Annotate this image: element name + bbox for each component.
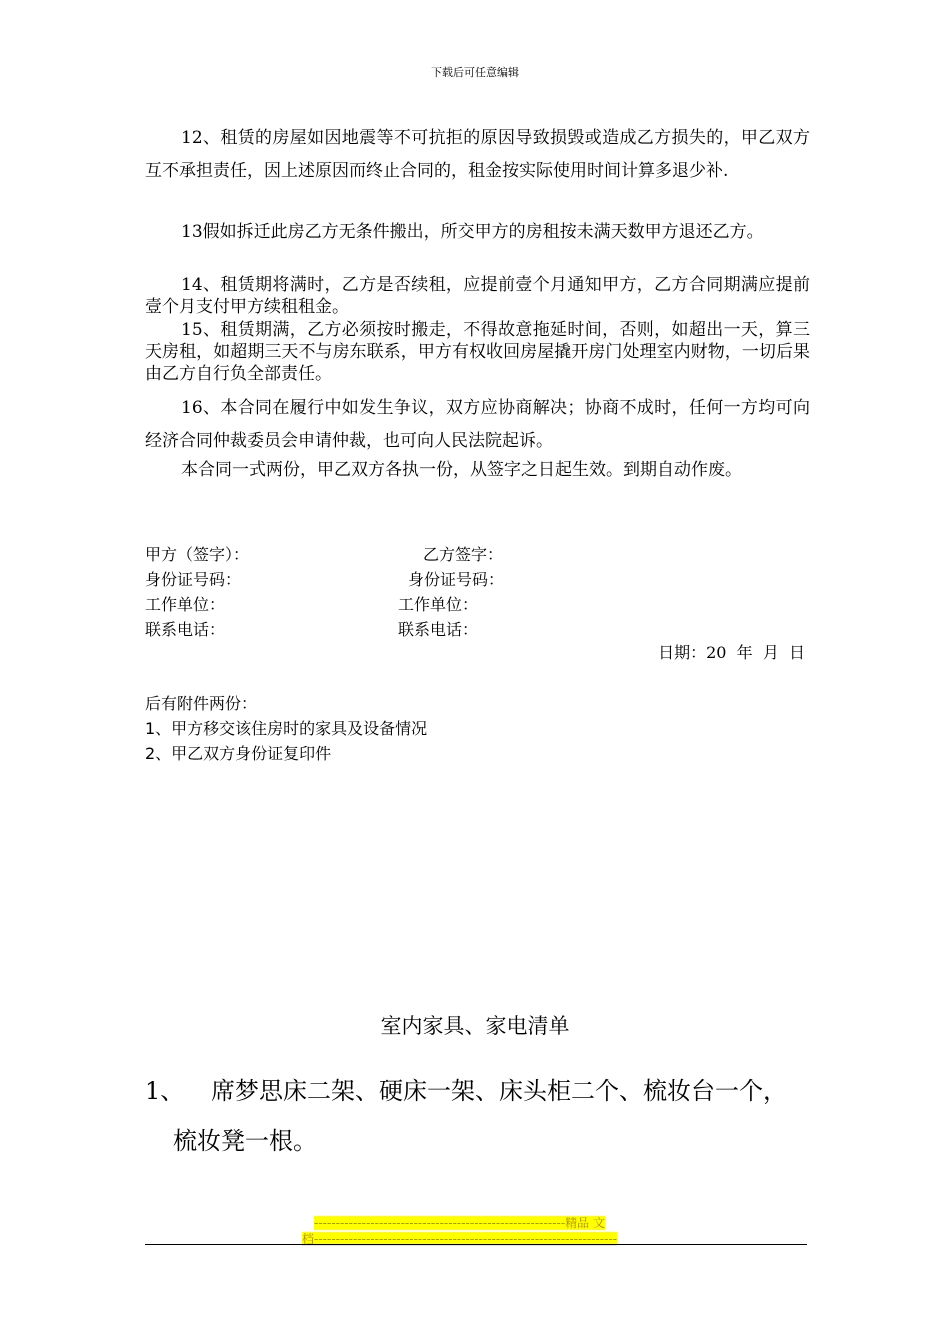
party-a-work-label: 工作单位： — [145, 595, 226, 614]
party-a-phone-label: 联系电话： — [145, 620, 226, 639]
page-header: 下载后可任意编辑 — [431, 66, 519, 79]
party-b-work-label: 工作单位： — [398, 595, 479, 614]
list-item-text: 席梦思床二架、硬床一架、床头柜二个、梳妆台一个， — [211, 1077, 787, 1105]
party-b-id-label: 身份证号码： — [408, 570, 505, 589]
clause-16: 16、本合同在履行中如发生争议，双方应协商解决；协商不成时，任何一方均可向经济合同仲裁委员会申请仲裁，也可向人民法院起诉。 — [145, 398, 810, 451]
furniture-list-title: 室内家具、家电清单 — [380, 1014, 570, 1038]
party-a-id-label: 身份证号码： — [145, 570, 242, 589]
sign-date: 日期：20 年 月 日 — [658, 643, 805, 662]
party-b-sign-label: 乙方签字： — [423, 545, 504, 564]
footer-watermark-line1: ----------------------------------------------------------精品 文 — [314, 1216, 605, 1230]
clause-12: 12、租赁的房屋如因地震等不可抗拒的原因导致损毁或造成乙方损失的，甲乙双方互不承担责任，因上述原因而终止合同的，租金按实际使用时间计算多退少补. — [145, 128, 810, 181]
list-item-text-continued: 梳妆凳一根。 — [173, 1127, 317, 1155]
attachment-item: 2、甲乙双方身份证复印件 — [145, 744, 332, 763]
closing-clause: 本合同一式两份，甲乙双方各执一份，从签字之日起生效。到期自动作废。 — [181, 460, 742, 480]
clause-13: 13假如拆迁此房乙方无条件搬出，所交甲方的房租按未满天数甲方退还乙方。 — [181, 222, 764, 242]
party-b-phone-label: 联系电话： — [398, 620, 479, 639]
party-a-sign-label: 甲方（签字）： — [145, 545, 250, 564]
furniture-list-item — [145, 1066, 835, 1166]
footer-divider — [145, 1244, 807, 1245]
footer-watermark-line2: 档---------------------------------------------------------------------- — [302, 1232, 618, 1246]
attachments-title: 后有附件两份： — [145, 694, 258, 713]
clause-15: 15、租赁期满，乙方必须按时搬走，不得故意拖延时间，否则，如超出一天，算三天房租，如超期三天不与房东联系，甲方有权收回房屋撬开房门处理室内财物，一切后果由乙方自行负全部责任。 — [145, 320, 810, 384]
clause-14: 14、租赁期将满时，乙方是否续租，应提前壹个月通知甲方，乙方合同期满应提前壹个月支付甲方续租租金。 — [145, 275, 810, 317]
list-item-number: 1、 — [145, 1077, 185, 1105]
attachment-item: 1、甲方移交该住房时的家具及设备情况 — [145, 719, 428, 738]
